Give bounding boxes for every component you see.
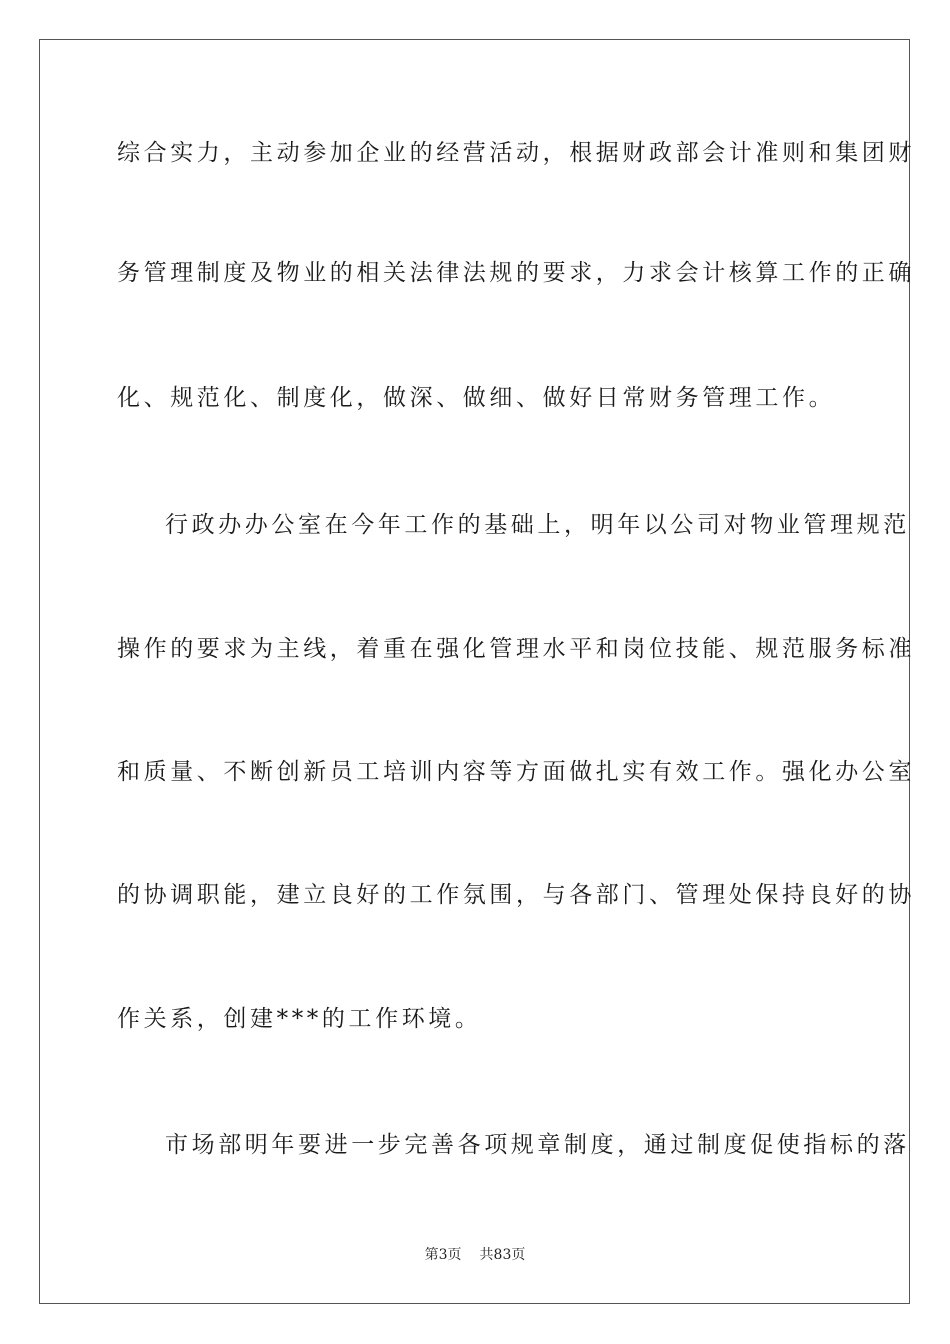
page-footer <box>0 1246 950 1264</box>
paragraph-line: 的协调职能，建立良好的工作氛围，与各部门、管理处保持良好的协 <box>117 882 915 908</box>
page-total: 共83页 <box>479 1247 526 1263</box>
paragraph-line: 行政办办公室在今年工作的基础上，明年以公司对物业管理规范 <box>165 512 910 538</box>
paragraph-line: 化、规范化、制度化，做深、做细、做好日常财务管理工作。 <box>117 385 836 411</box>
paragraph-line: 作关系，创建***的工作环境。 <box>117 1006 482 1032</box>
page-number: 第3页 <box>424 1247 462 1263</box>
page-border <box>39 39 915 1304</box>
paragraph-line: 市场部明年要进一步完善各项规章制度，通过制度促使指标的落 <box>165 1132 910 1158</box>
paragraph-line: 操作的要求为主线，着重在强化管理水平和岗位技能、规范服务标准 <box>117 636 915 662</box>
paragraph-line: 务管理制度及物业的相关法律法规的要求，力求会计核算工作的正确 <box>117 260 915 286</box>
paragraph-line: 和质量、不断创新员工培训内容等方面做扎实有效工作。强化办公室 <box>117 759 915 785</box>
paragraph-line: 综合实力，主动参加企业的经营活动，根据财政部会计准则和集团财 <box>117 140 915 166</box>
